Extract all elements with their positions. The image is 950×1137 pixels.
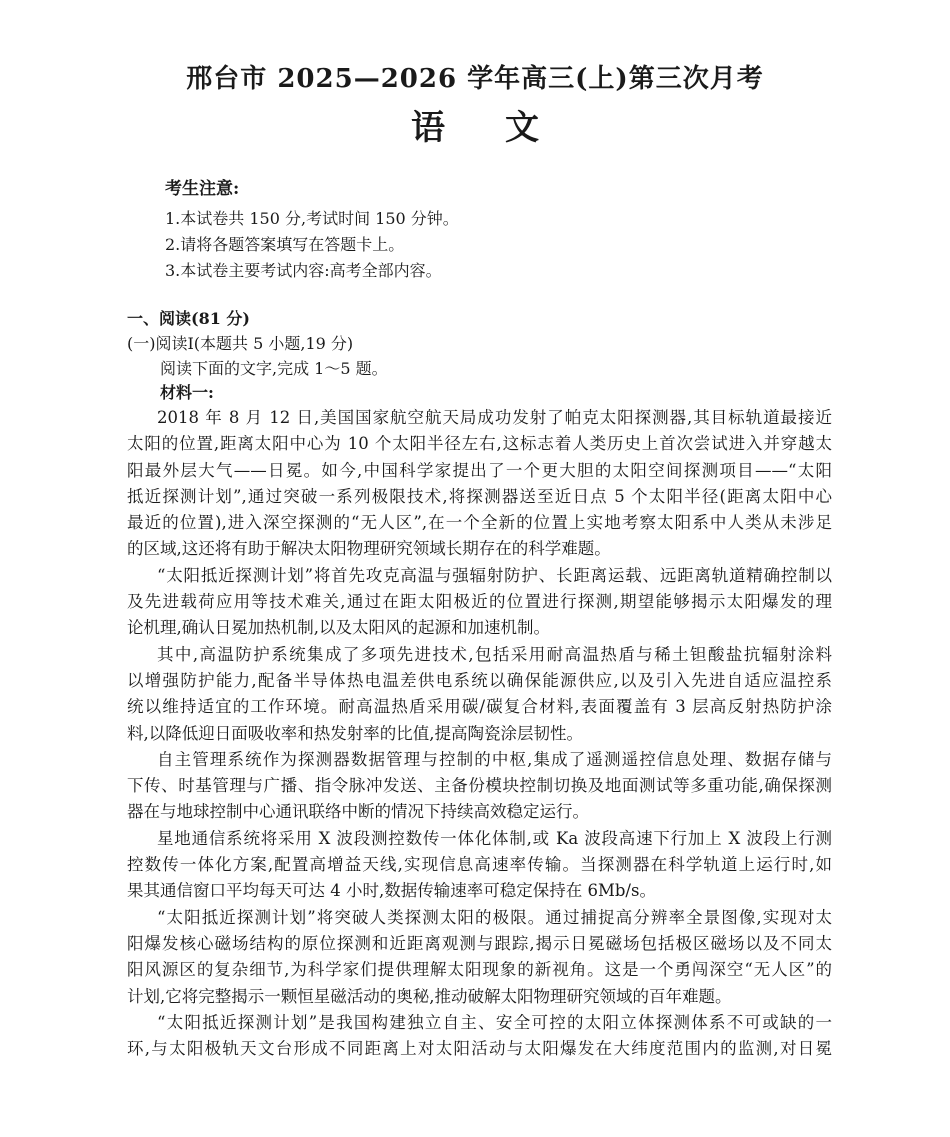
paragraph-line: 阳最外层大气——日冕。如今,中国科学家提出了一个更大胆的太阳空间探测项目——“太阳 <box>127 460 832 480</box>
subject-char: 语 <box>411 108 445 148</box>
paragraph-line: 论机理,确认日冕加热机制,以及太阳风的起源和加速机制。 <box>127 618 550 638</box>
passage-paragraph <box>127 905 832 1010</box>
paragraph-line: 其中,高温防护系统集成了多项先进技术,包括采用耐高温热盾与稀土钽酸盐抗辐射涂料 <box>157 644 832 664</box>
candidate-notice <box>165 174 459 284</box>
paragraph-line: 星地通信系统将采用 X 波段测控数传一体化体制,或 Ka 波段高速下行加上 X 波段上行测 <box>157 828 832 848</box>
notice-item: 3.本试卷主要考试内容:高考全部内容。 <box>165 261 442 280</box>
paragraph-line: 器在与地球控制中心通讯联络中断的情况下持续高效稳定运行。 <box>127 802 589 822</box>
reading-instruction: 阅读下面的文字,完成 1～5 题。 <box>160 359 388 378</box>
passage-paragraph <box>127 642 832 747</box>
subject-title <box>0 100 950 149</box>
paragraph-line: 的区域,这还将有助于解决太阳物理研究领域长期存在的科学难题。 <box>127 539 611 559</box>
paragraph-line: 2018 年 8 月 12 日,美国国家航空航天局成功发射了帕克太阳探测器,其目标轨道最接近 <box>157 408 832 427</box>
notice-heading: 考生注意: <box>165 179 240 199</box>
paragraph-line: 及先进载荷应用等技术难关,通过在距太阳极近的位置进行探测,期望能够揭示太阳爆发的理 <box>127 592 832 612</box>
section-heading: 一、阅读(81 分) <box>127 309 250 328</box>
paragraph-line: 控数传一体化方案,配置高增益天线,实现信息高速率传输。当探测器在科学轨道上运行时,如 <box>127 855 832 875</box>
paragraph-line: 统以维持适宜的工作环境。耐高温热盾采用碳/碳复合材料,表面覆盖有 3 层高反射热防护涂 <box>127 697 832 717</box>
paragraph-line: “太阳抵近探测计划”是我国构建独立自主、安全可控的太阳立体探测体系不可或缺的一 <box>157 1012 832 1032</box>
passage-paragraph <box>127 747 832 826</box>
passage-body <box>127 405 832 1062</box>
exam-title: 邢台市 2025—2026 学年高三(上)第三次月考 <box>186 64 764 94</box>
notice-item: 2.请将各题答案填写在答题卡上。 <box>165 235 405 254</box>
paragraph-line: “太阳抵近探测计划”将首先攻克高温与强辐射防护、长距离运载、远距离轨道精确控制以 <box>157 565 832 585</box>
passage-paragraph <box>127 563 832 642</box>
paragraph-line: 果其通信窗口平均每天可达 4 小时,数据传输速率可稳定保持在 6Mb/s。 <box>127 881 656 901</box>
subsection-heading: (一)阅读Ⅰ(本题共 5 小题,19 分) <box>127 334 354 353</box>
subject-char: 文 <box>505 108 539 148</box>
paragraph-line: 计划,它将完整揭示一颗恒星磁活动的奥秘,推动破解太阳物理研究领域的百年难题。 <box>127 986 732 1006</box>
passage-paragraph <box>127 405 832 563</box>
paragraph-line: 下传、时基管理与广播、指令脉冲发送、主备份模块控制切换及地面测试等多重功能,确保探测 <box>127 776 832 796</box>
paragraph-line: 阳爆发核心磁场结构的原位探测和近距离观测与跟踪,揭示日冕磁场包括极区磁场以及不同太 <box>127 933 832 953</box>
passage-paragraph <box>127 826 832 905</box>
passage-paragraph <box>127 1010 832 1063</box>
paragraph-line: 最近的位置),进入深空探测的“无人区”,在一个全新的位置上实地考察太阳系中人类从未涉足 <box>127 513 832 533</box>
paragraph-line: 阳风源区的复杂细节,为科学家们提供理解太阳现象的新视角。这是一个勇闯深空“无人区”的 <box>127 960 832 980</box>
notice-item: 1.本试卷共 150 分,考试时间 150 分钟。 <box>165 209 459 228</box>
paragraph-line: 以增强防护能力,配备半导体热电温差供电系统以确保能源供应,以及引入先进自适应温控系 <box>127 670 832 690</box>
paragraph-line: 太阳的位置,距离太阳中心为 10 个太阳半径左右,这标志着人类历史上首次尝试进入并穿越太 <box>127 434 832 454</box>
paragraph-line: 料,以降低迎日面吸收率和热发射率的比值,提高陶瓷涂层韧性。 <box>127 723 583 743</box>
paragraph-line: 抵近探测计划”,通过突破一系列极限技术,将探测器送至近日点 5 个太阳半径(距离太阳中心 <box>127 486 832 506</box>
material-label: 材料一: <box>160 383 214 402</box>
paragraph-line: 环,与太阳极轨天文台形成不同距离上对太阳活动与太阳爆发在大纬度范围内的监测,对日冕 <box>127 1039 832 1059</box>
paragraph-line: 自主管理系统作为探测器数据管理与控制的中枢,集成了遥测遥控信息处理、数据存储与 <box>157 749 832 769</box>
paragraph-line: “太阳抵近探测计划”将突破人类探测太阳的极限。通过捕捉高分辨率全景图像,实现对太 <box>157 907 832 927</box>
